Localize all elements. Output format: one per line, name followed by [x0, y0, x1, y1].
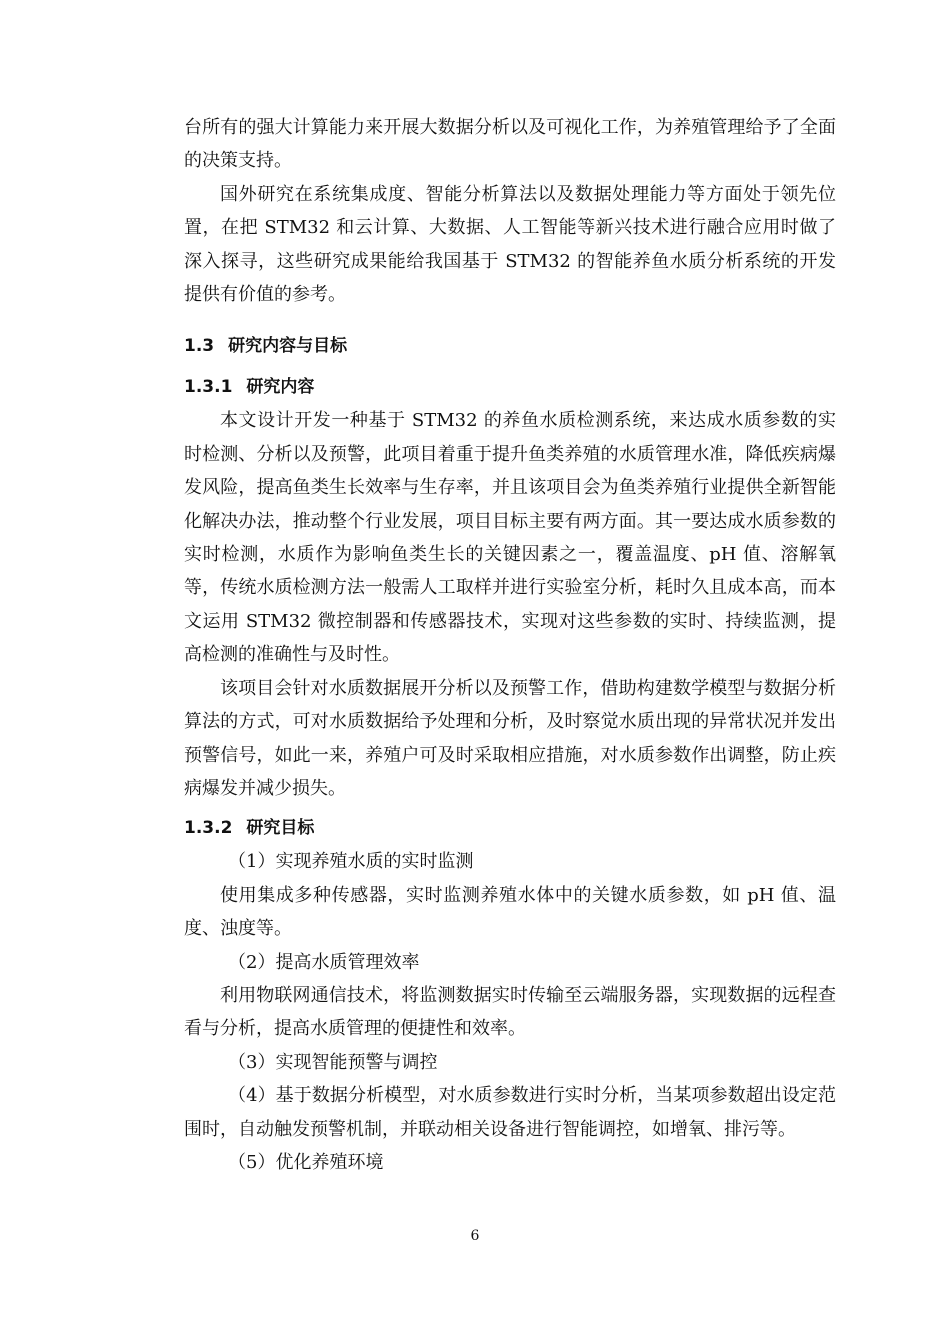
section-title: 研究目标 [246, 818, 315, 839]
paragraph: 国外研究在系统集成度、智能分析算法以及数据处理能力等方面处于领先位置，在把 STM32 和云计算、大数据、人工智能等新兴技术进行融合应用时做了深入探寻，这些研究成果能给我国基于 STM32 的智能养鱼水质分析系统的开发提供有价值的参考。 [184, 183, 836, 306]
section-heading-1-3 [184, 321, 836, 371]
section-number: 1.3.1 [184, 377, 233, 398]
paragraph: 使用集成多种传感器，实时监测养殖水体中的关键水质参数，如 pH 值、温度、浊度等。 [184, 884, 836, 940]
paragraph: 本文设计开发一种基于 STM32 的养鱼水质检测系统，来达成水质参数的实时检测、分析以及预警，此项目着重于提升鱼类养殖的水质管理水准，降低疾病爆发风险，提高鱼类生长效率与生存率，并且该项目会为鱼类养殖行业提供全新智能化解决办法，推动整个行业发展，项目目标主要有两方面。其一要达成水质参数的实时检测，水质作为影响鱼类生长的关键因素之一，覆盖温度、pH 值、溶解氧等，传统水质检测方法一般需人工取样并进行实验室分析，耗时久且成本高，而本文运用 STM32 微控制器和传感器技术，实现对这些参数的实时、持续监测，提高检测的准确性与及时性。 [184, 410, 836, 666]
section-title: 研究内容与目标 [228, 336, 348, 357]
section-heading-1-3-2 [184, 812, 836, 845]
paragraph: （4）基于数据分析模型，对水质参数进行实时分析，当某项参数超出设定范围时，自动触发预警机制，并联动相关设备进行智能调控，如增氧、排污等。 [184, 1085, 836, 1140]
section-number: 1.3.2 [184, 818, 233, 839]
paragraph: 台所有的强大计算能力来开展大数据分析以及可视化工作，为养殖管理给予了全面的决策支持。 [184, 117, 836, 172]
section-title: 研究内容 [246, 377, 315, 398]
list-item: （3）实现智能预警与调控 [228, 1051, 438, 1073]
section-heading-1-3-1 [184, 371, 836, 404]
list-item: （1）实现养殖水质的实时监测 [228, 851, 474, 873]
paragraph: 该项目会针对水质数据展开分析以及预警工作，借助构建数学模型与数据分析算法的方式，可对水质数据给予处理和分析，及时察觉水质出现的异常状况并发出预警信号，如此一来，养殖户可及时采取相应措施，对水质参数作出调整，防止疾病爆发并减少损失。 [184, 677, 836, 799]
section-number: 1.3 [184, 336, 215, 357]
list-item: （2）提高水质管理效率 [228, 951, 420, 973]
page-body [184, 111, 836, 1179]
page-number: 6 [470, 1228, 480, 1244]
paragraph: 利用物联网通信技术，将监测数据实时传输至云端服务器，实现数据的远程查看与分析，提高水质管理的便捷性和效率。 [184, 984, 836, 1040]
list-item: （5）优化养殖环境 [228, 1151, 384, 1173]
